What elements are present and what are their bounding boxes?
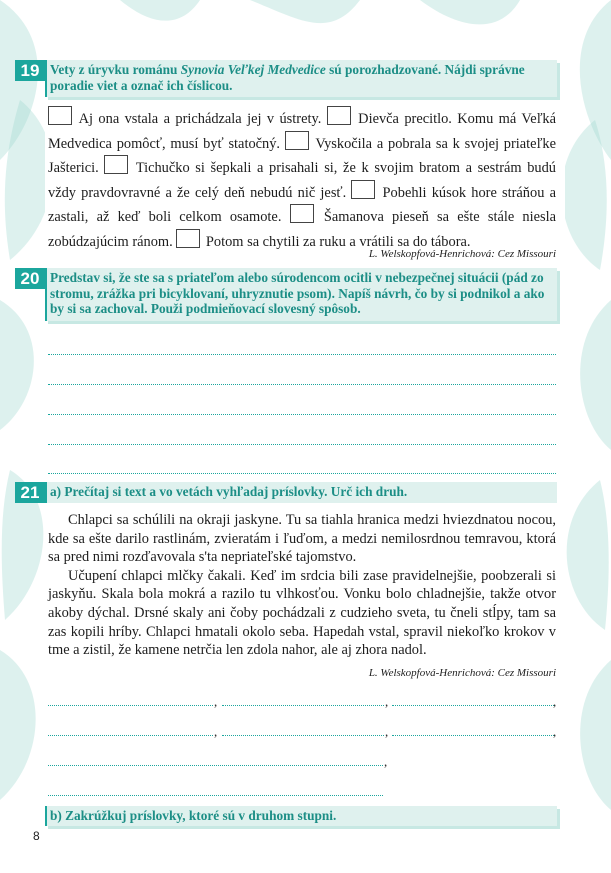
- order-box-4[interactable]: [104, 155, 128, 174]
- sentence-1: Aj ona vstala a prichádzala jej v ústrety.: [78, 111, 322, 127]
- task-19-number: 19: [15, 60, 45, 81]
- answer-line-3[interactable]: [48, 414, 556, 415]
- task-20-number: 20: [15, 268, 45, 289]
- adverb-line-2-3[interactable]: [392, 735, 554, 736]
- task-21a-instruction: a) Prečítaj si text a vo vetách vyhľadaj príslovky. Urč ich druh.: [45, 482, 557, 503]
- order-box-2[interactable]: [327, 106, 351, 125]
- adverb-line-2-2[interactable]: [222, 735, 384, 736]
- page-number: 8: [33, 829, 40, 843]
- adverb-line-1-2[interactable]: [222, 705, 384, 706]
- order-box-5[interactable]: [351, 180, 375, 199]
- adverb-line-1-1[interactable]: [48, 705, 213, 706]
- adverb-line-4[interactable]: [48, 795, 383, 796]
- task-21-number: 21: [15, 482, 45, 503]
- answer-line-2[interactable]: [48, 384, 556, 385]
- order-box-7[interactable]: [176, 229, 200, 248]
- task-19-source: L. Welskopfová-Henrichová: Cez Missouri: [368, 248, 556, 260]
- task-21-text: [48, 511, 556, 660]
- paragraph-1: Chlapci sa schúlili na okraji jaskyne. Tu sa tiahla hranica medzi hviezdnatou nocou, kde sa ešte darilo rastlinám, zvieratám i ľuďom, a medzi nemilosrdnou temravou, ktorá sa pred nimi rozďavovala s'ta nepriateľské tajomstvo.: [48, 512, 556, 566]
- paragraph-2: Učupení chlapci mlčky čakali. Keď im srdcia bili zase pravidelnejšie, poobzerali si jaskyňu. Skala bola mokrá a razilo tu vlhkosťou. Vonku bolo chladnejšie, takže otvor akoby dýchal. Drsné skaly ani čoby pochádzali z cudzieho sveta, tu čneli stĺpy, tam sa zas kopili hríby. Chlapci hmatali okolo seba. Hapedah vstal, spravil niekoľko krokov v tme a zistil, že kamene netrčia len zdola nahor, ale aj zhora nadol.: [48, 567, 556, 659]
- task-20-instruction: Predstav si, že ste sa s priateľom alebo súrodencom ocitli v nebezpečnej situácii (pád zo stromu, zrážka pri bicyklovaní, uhryznutie psom). Napíš návrh, čo by si podnikol a ako by si sa zachoval. Použi podmieňovací slovesný spôsob.: [45, 268, 557, 321]
- sentence-3: Vyskočila a pobrala sa k svojej priateľke Jašterici.: [48, 135, 556, 176]
- task-21-source: L. Welskopfová-Henrichová: Cez Missouri: [368, 667, 556, 679]
- adverb-line-2-1[interactable]: [48, 735, 213, 736]
- adverb-line-1-3[interactable]: [392, 705, 554, 706]
- sentence-2: Dievča precitlo. Komu má Veľká Medvedica pomôcť, musí byť statočný.: [48, 111, 557, 152]
- order-box-3[interactable]: [285, 131, 309, 150]
- task-21b-instruction: b) Zakrúžkuj príslovky, ktoré sú v druhom stupni.: [45, 806, 557, 826]
- answer-line-4[interactable]: [48, 444, 556, 445]
- order-box-6[interactable]: [290, 204, 314, 223]
- sentence-4: Tichučko si šepkali a prisahali si, že k svojim bratom a sestrám budú vždy pravdovravné a že celý deň nebudú nič jesť.: [48, 160, 557, 201]
- sentence-6: Šamanova pieseň sa ešte stále niesla zobúdzajúcim ránom.: [48, 209, 556, 250]
- task-19-sentences: [48, 106, 556, 253]
- adverb-line-3[interactable]: [48, 765, 383, 766]
- answer-line-5[interactable]: [48, 473, 556, 474]
- sentence-5: Pobehli kúsok hore stráňou a zastali, až keď boli celkom osamote.: [48, 184, 556, 225]
- sentence-7: Potom sa chytili za ruku a vrátili sa do tábora.: [205, 233, 471, 250]
- order-box-1[interactable]: [48, 106, 72, 125]
- answer-line-1[interactable]: [48, 354, 556, 355]
- task-19-instruction: Vety z úryvku románu Synovia Veľkej Medvedice sú porozhadzované. Nájdi správne poradie viet a označ ich číslicou.: [45, 60, 557, 97]
